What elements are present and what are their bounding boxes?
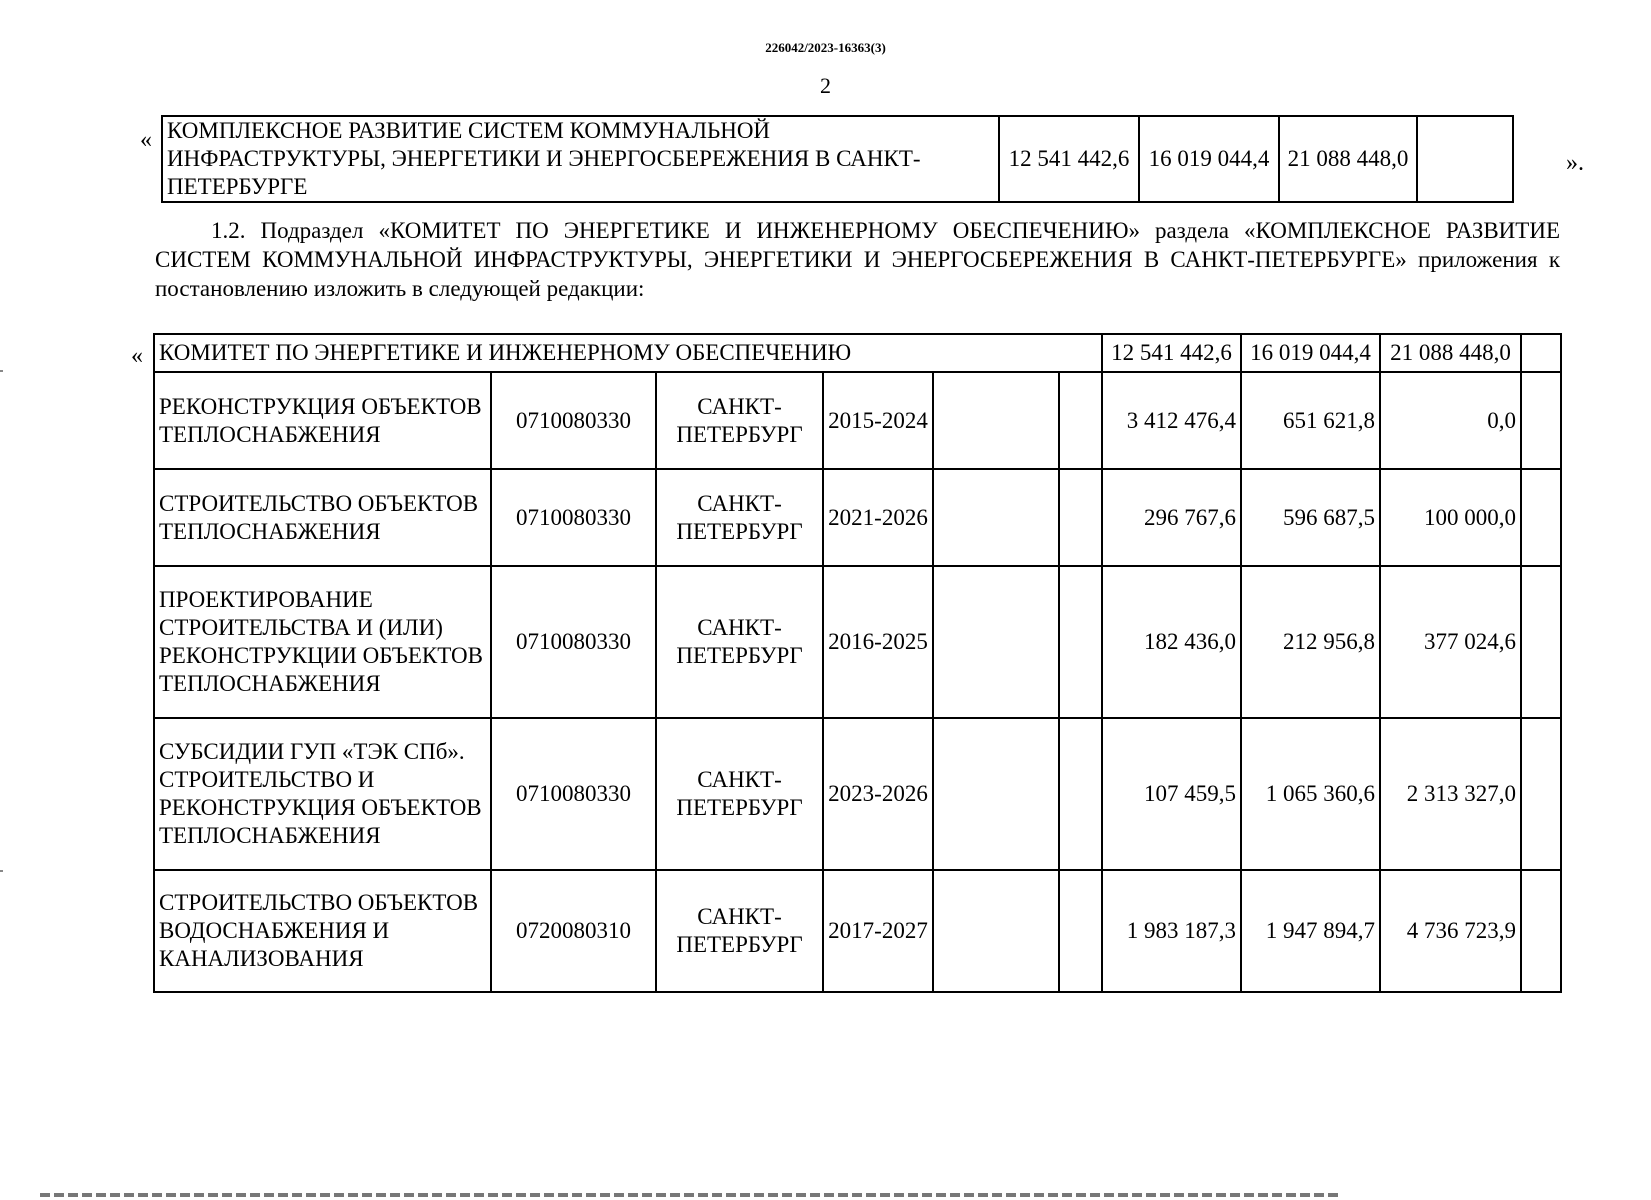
item-name: ПРОЕКТИРОВАНИЕ СТРОИТЕЛЬСТВА И (ИЛИ) РЕКОНСТРУКЦИИ ОБЪЕКТОВ ТЕПЛОСНАБЖЕНИЯ [154,566,491,718]
committee-name: КОМИТЕТ ПО ЭНЕРГЕТИКЕ И ИНЖЕНЕРНОМУ ОБЕСПЕЧЕНИЮ [154,334,1102,372]
table-row [154,718,1561,870]
item-name: СУБСИДИИ ГУП «ТЭК СПб». СТРОИТЕЛЬСТВО И РЕКОНСТРУКЦИЯ ОБЪЕКТОВ ТЕПЛОСНАБЖЕНИЯ [154,718,491,870]
scan-edge-artifact [40,1193,1340,1197]
item-name: РЕКОНСТРУКЦИЯ ОБЪЕКТОВ ТЕПЛОСНАБЖЕНИЯ [154,372,491,469]
value-cell: 651 621,8 [1241,372,1380,469]
empty-cell [1059,566,1102,718]
committee-table [153,333,1562,993]
value-cell: 107 459,5 [1102,718,1241,870]
close-quote-1: ». [1566,150,1584,176]
item-code: 0710080330 [491,718,656,870]
item-code: 0710080330 [491,469,656,566]
table-row [154,469,1561,566]
value-cell: 16 019 044,4 [1241,334,1380,372]
item-place: САНКТ-ПЕТЕРБУРГ [656,718,823,870]
open-quote-1: « [140,127,152,153]
item-name: СТРОИТЕЛЬСТВО ОБЪЕКТОВ ВОДОСНАБЖЕНИЯ И КАНАЛИЗОВАНИЯ [154,870,491,992]
empty-cell [1521,334,1561,372]
item-place: САНКТ-ПЕТЕРБУРГ [656,566,823,718]
empty-cell [933,469,1059,566]
value-cell: 182 436,0 [1102,566,1241,718]
value-cell: 21 088 448,0 [1279,116,1417,202]
item-code: 0720080310 [491,870,656,992]
item-place: САНКТ-ПЕТЕРБУРГ [656,372,823,469]
table-row [162,116,1513,202]
value-cell: 1 947 894,7 [1241,870,1380,992]
table-row [154,870,1561,992]
value-cell: 12 541 442,6 [1102,334,1241,372]
item-years: 2021-2026 [823,469,933,566]
value-cell: 16 019 044,4 [1139,116,1279,202]
item-place: САНКТ-ПЕТЕРБУРГ [656,469,823,566]
body-paragraph [155,216,1560,303]
scan-edge-artifact [0,0,3,1200]
value-cell: 1 983 187,3 [1102,870,1241,992]
empty-cell [1059,870,1102,992]
empty-cell [1521,372,1561,469]
item-years: 2023-2026 [823,718,933,870]
value-cell: 212 956,8 [1241,566,1380,718]
empty-cell [1521,870,1561,992]
value-cell: 21 088 448,0 [1380,334,1521,372]
table-header-row [154,334,1561,372]
empty-cell [1521,718,1561,870]
empty-cell [933,566,1059,718]
value-cell: 12 541 442,6 [999,116,1139,202]
section-total-table [161,115,1514,203]
empty-cell [1417,116,1513,202]
value-cell: 3 412 476,4 [1102,372,1241,469]
value-cell: 377 024,6 [1380,566,1521,718]
value-cell: 1 065 360,6 [1241,718,1380,870]
item-years: 2015-2024 [823,372,933,469]
item-name: СТРОИТЕЛЬСТВО ОБЪЕКТОВ ТЕПЛОСНАБЖЕНИЯ [154,469,491,566]
open-quote-2: « [131,343,143,369]
item-code: 0710080330 [491,566,656,718]
paragraph-text: 1.2. Подраздел «КОМИТЕТ ПО ЭНЕРГЕТИКЕ И ИНЖЕНЕРНОМУ ОБЕСПЕЧЕНИЮ» раздела «КОМПЛЕКСНОЕ РАЗВИТИЕ СИСТЕМ КОММУНАЛЬНОЙ ИНФРАСТРУКТУРЫ, ЭНЕРГЕТИКИ И ЭНЕРГОСБЕРЕЖЕНИЯ В САНКТ-ПЕТЕРБУРГЕ» приложения к постановлению изложить в следующей редакции: [155,218,1560,301]
empty-cell [1059,469,1102,566]
empty-cell [933,372,1059,469]
section-name: КОМПЛЕКСНОЕ РАЗВИТИЕ СИСТЕМ КОММУНАЛЬНОЙ ИНФРАСТРУКТУРЫ, ЭНЕРГЕТИКИ И ЭНЕРГОСБЕРЕЖЕНИЯ В САНКТ-ПЕТЕРБУРГЕ [162,116,999,202]
item-code: 0710080330 [491,372,656,469]
table-row [154,566,1561,718]
empty-cell [1059,718,1102,870]
empty-cell [933,718,1059,870]
value-cell: 296 767,6 [1102,469,1241,566]
item-years: 2016-2025 [823,566,933,718]
empty-cell [1059,372,1102,469]
table-row [154,372,1561,469]
value-cell: 4 736 723,9 [1380,870,1521,992]
page-number: 2 [820,73,831,98]
value-cell: 100 000,0 [1380,469,1521,566]
empty-cell [933,870,1059,992]
empty-cell [1521,469,1561,566]
empty-cell [1521,566,1561,718]
value-cell: 0,0 [1380,372,1521,469]
item-place: САНКТ-ПЕТЕРБУРГ [656,870,823,992]
document-number: 226042/2023-16363(3) [765,40,886,55]
value-cell: 596 687,5 [1241,469,1380,566]
item-years: 2017-2027 [823,870,933,992]
value-cell: 2 313 327,0 [1380,718,1521,870]
